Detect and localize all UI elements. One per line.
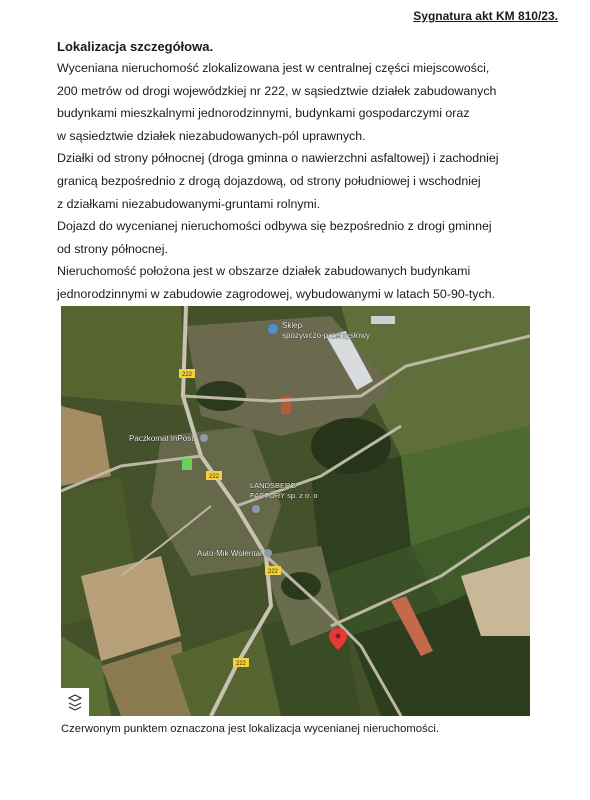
document-body bbox=[57, 37, 557, 306]
location-pin-icon bbox=[252, 505, 260, 513]
poi-label: Sklep bbox=[282, 321, 303, 330]
tree-cluster bbox=[311, 418, 391, 474]
poi-label: LANDSBERG bbox=[250, 481, 297, 490]
text-line: Działki od strony północnej (droga gminna o nawierzchni asfaltowej) i zachodniej bbox=[57, 151, 499, 166]
pin-dot bbox=[336, 634, 341, 639]
section-text bbox=[57, 57, 557, 306]
text-line: od strony północnej. bbox=[57, 241, 168, 256]
text-line: z działkami niezabudowanymi-gruntami rolnymi. bbox=[57, 196, 321, 211]
location-pin-icon bbox=[200, 434, 208, 442]
satellite-map[interactable] bbox=[61, 306, 530, 716]
poi-label: spożywczo-przemysłowy bbox=[282, 331, 371, 340]
road-sign-222 bbox=[179, 369, 195, 378]
poi-label: Auto-Mik Wolental bbox=[197, 549, 262, 558]
poi-label: Paczkomat InPost bbox=[129, 434, 194, 443]
poi-label: FACTORY sp. z o. o bbox=[250, 491, 318, 500]
text-line: Dojazd do wycenianej nieruchomości odbywa się bezpośrednio z drogi gminnej bbox=[57, 219, 492, 234]
text-line: 200 metrów od drogi wojewódzkiej nr 222, w sąsiedztwie działek zabudowanych bbox=[57, 83, 497, 98]
text-line: jednorodzinnymi w zabudowie zagrodowej, wybudowanymi w latach 50-90-tych. bbox=[57, 286, 496, 301]
layers-control[interactable] bbox=[61, 688, 89, 716]
poi-auto[interactable] bbox=[197, 549, 272, 558]
building bbox=[371, 316, 395, 324]
svg-text:222: 222 bbox=[267, 569, 279, 575]
road-sign-222 bbox=[265, 566, 281, 575]
text-line: w sąsiedztwie działek niezabudowanych-pól uprawnych. bbox=[57, 128, 366, 143]
text-line: Wyceniana nieruchomość zlokalizowana jest w centralnej części miejscowości, bbox=[57, 61, 490, 75]
section-heading: Lokalizacja szczegółowa. bbox=[57, 39, 214, 54]
svg-text:222: 222 bbox=[235, 661, 247, 667]
road-sign-222 bbox=[233, 658, 249, 667]
location-pin-icon bbox=[264, 549, 272, 557]
map-caption: Czerwonym punktem oznaczona jest lokalizacja wycenianej nieruchomości. bbox=[61, 723, 439, 735]
case-signature: Sygnatura akt KM 810/23. bbox=[413, 9, 558, 23]
green-marker bbox=[182, 458, 192, 470]
svg-text:222: 222 bbox=[208, 474, 220, 480]
svg-text:222: 222 bbox=[181, 372, 193, 378]
road-sign-222 bbox=[206, 471, 222, 480]
text-line: granicą bezpośrednio z drogą dojazdową, od strony południowej i wschodniej bbox=[57, 173, 481, 188]
text-line: budynkami mieszkalnymi jednorodzinnymi, budynkami gospodarczymi oraz bbox=[57, 106, 470, 121]
field bbox=[61, 306, 186, 406]
text-line: Nieruchomość położona jest w obszarze działek zabudowanych budynkami bbox=[57, 264, 471, 279]
shop-icon bbox=[268, 324, 278, 334]
